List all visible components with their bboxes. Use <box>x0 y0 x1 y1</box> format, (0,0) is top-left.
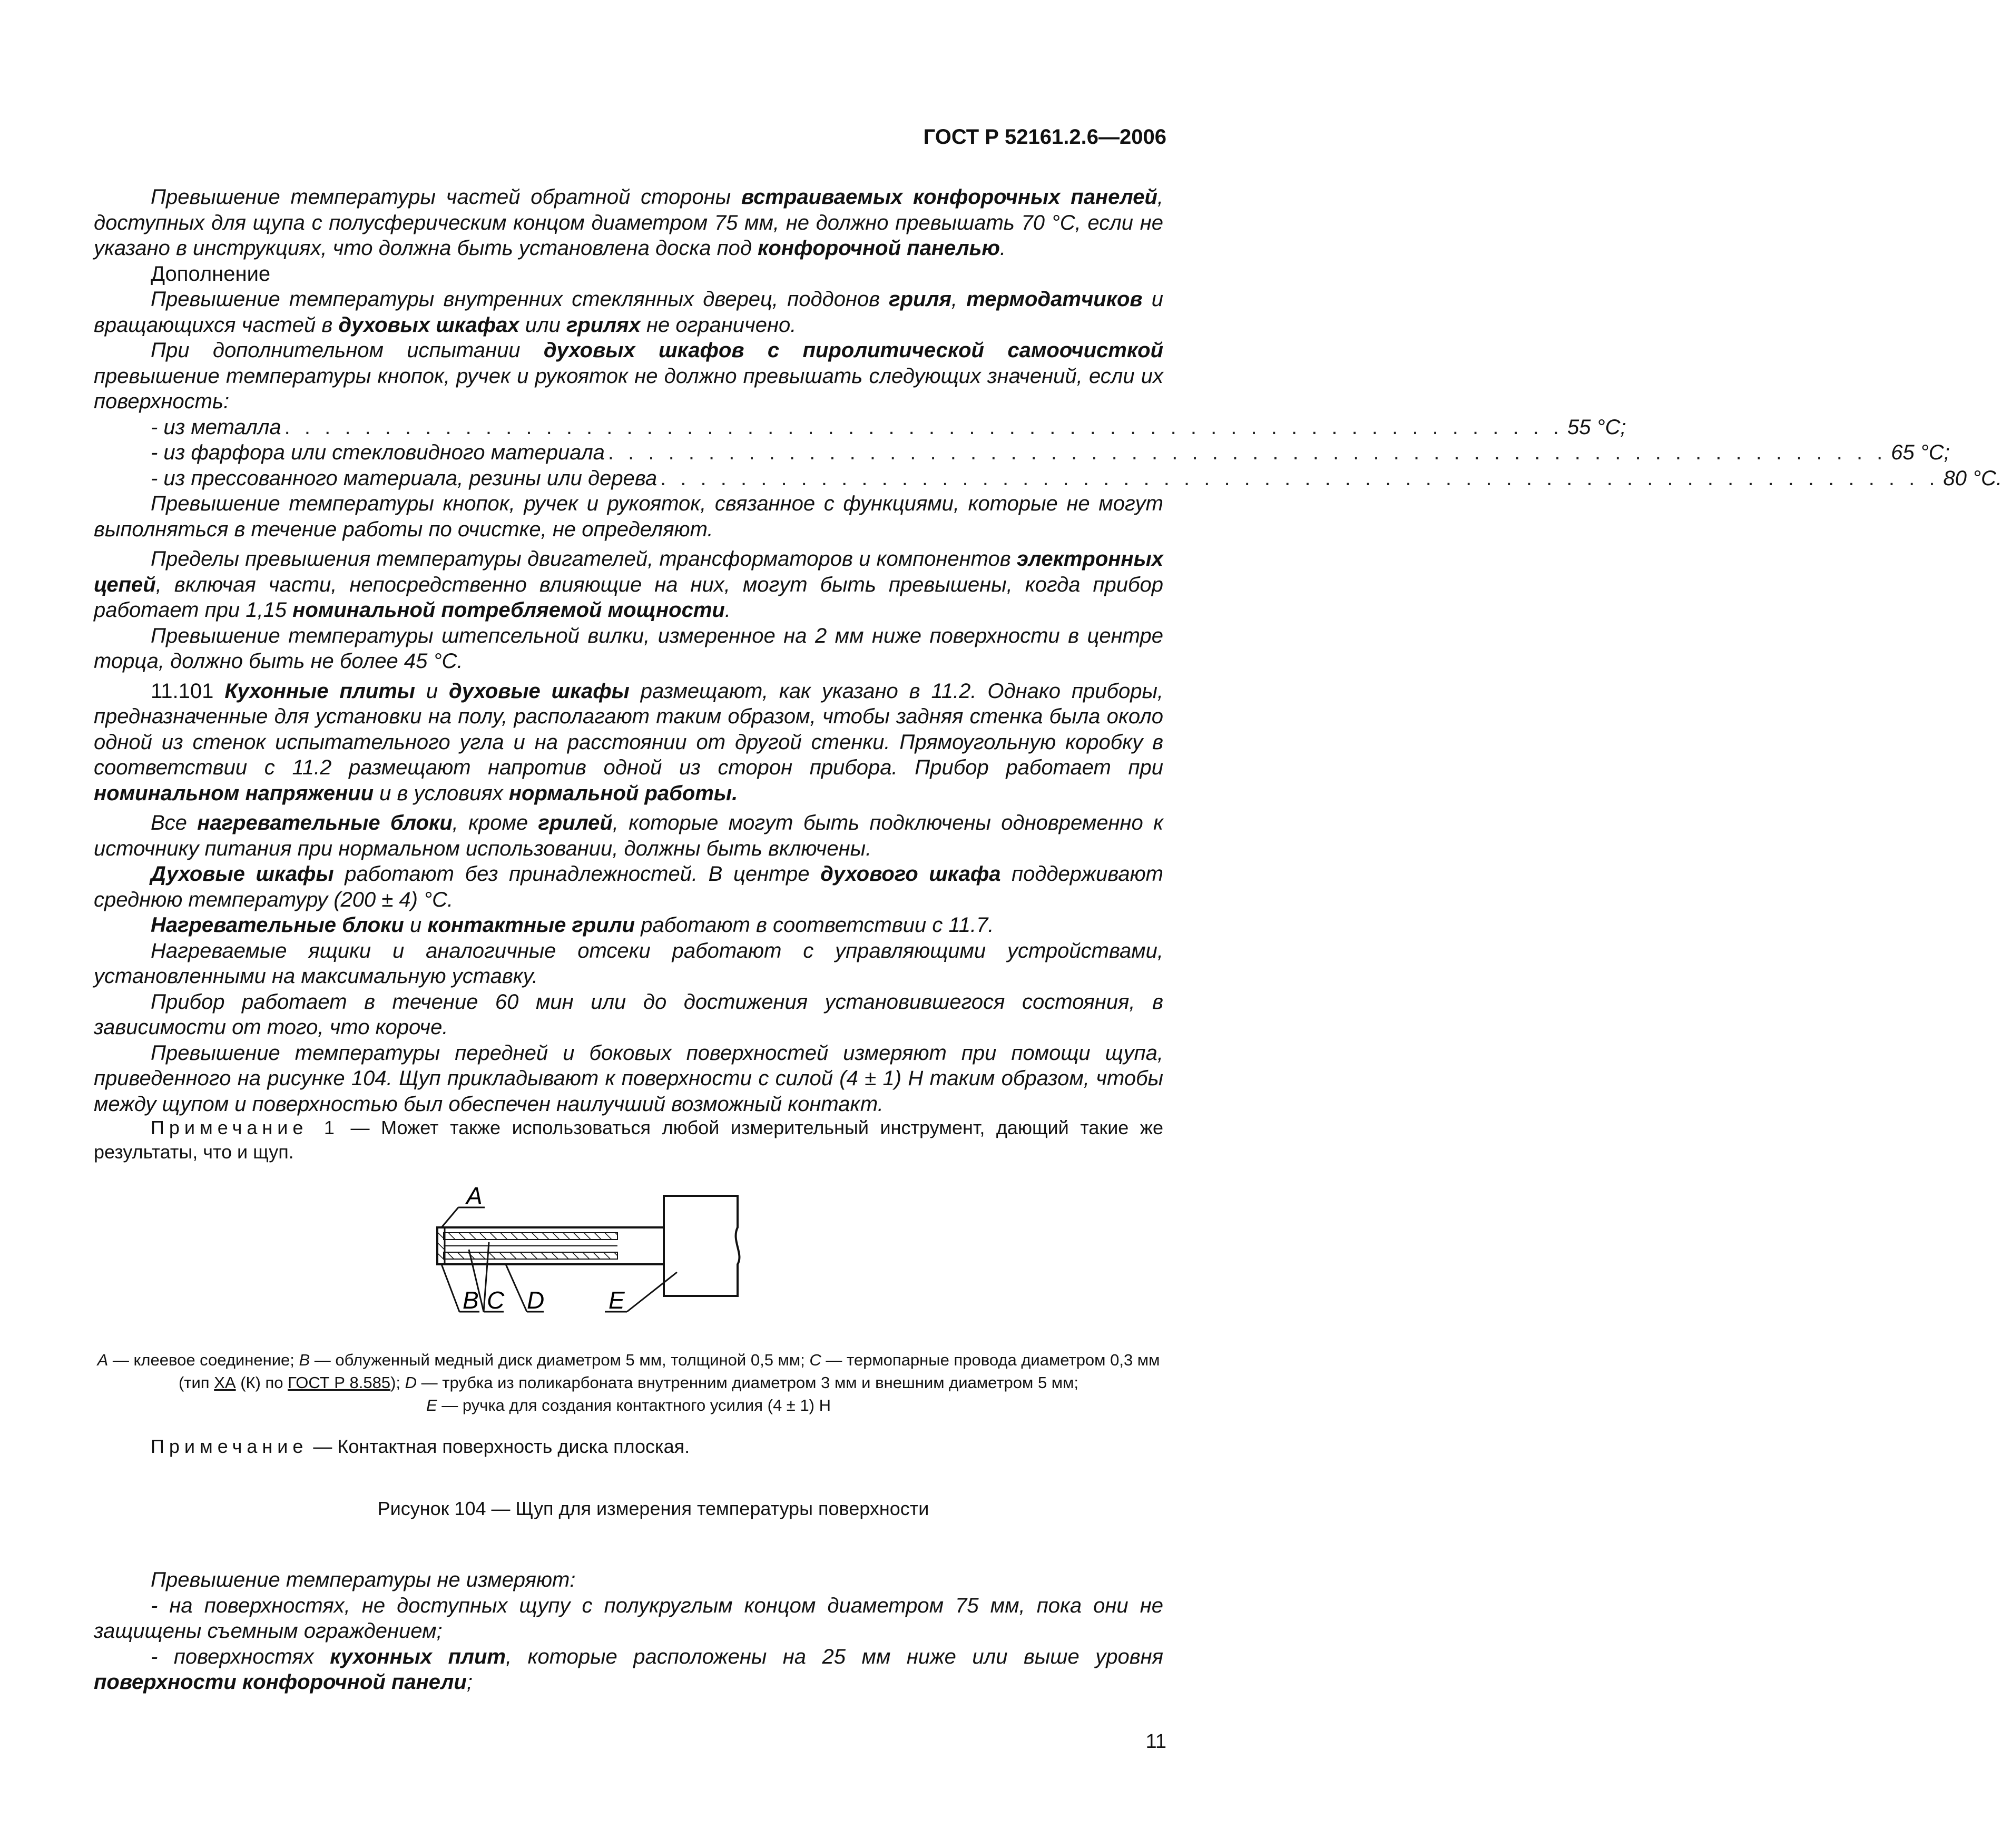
paragraph-contact-grills: Нагревательные блоки и контактные грили работают в соответствии с 11.7. <box>151 913 994 937</box>
paragraph-duration: Прибор работает в течение 60 мин или до достижения установившегося состояния, в зависимости от того, что короче. <box>94 990 1163 1039</box>
list-item-moulded: - из прессованного материала, резины или дерева . . . . . . . . . . . . . . . . . . . . . . . . . . . . . . . . . . . . . . . . . . . . . . . . . . . . . . . . . . . . . . . . 80 °С. <box>151 466 2002 490</box>
label-e: Е <box>609 1286 625 1314</box>
gost-link[interactable]: ГОСТ Р 8.585 <box>288 1373 391 1392</box>
paragraph-heating-units: Все нагревательные блоки, кроме грилей, которые могут быть подключены одновременно к источнику питания при нормальном использовании, должны быть включены. <box>94 811 1163 860</box>
paragraph-plug: Превышение температуры штепсельной вилки, измеренное на 2 мм ниже поверхности в центре торца, должно быть не более 45 °С. <box>94 624 1163 673</box>
addition-heading: Дополнение <box>151 262 271 286</box>
label-a: А <box>466 1182 483 1210</box>
paragraph-ovens: Духовые шкафы работают без принадлежностей. В центре духового шкафа поддерживают среднюю температуру (200 ± 4) °С. <box>94 862 1164 911</box>
label-c: С <box>487 1286 505 1314</box>
note-contact-surface: Примечание — Контактная поверхность диска плоская. <box>151 1436 690 1457</box>
clause-11-101: 11.101 Кухонные плиты и духовые шкафы размещают, как указано в 11.2. Однако приборы, предназначенные для установки на полу, располагают таким образом, чтобы задняя стенка была около одной из стенок испытательного угла и на расстоянии от другой стенки. Прямоугольную коробку в соответствии с 11.2 размещают напротив одной из сторон прибора. Прибор работает при номинальном напряжении и в условиях нормальной работы. <box>94 679 1163 805</box>
probe-handle <box>664 1196 739 1296</box>
paragraph-pyrolytic-ovens: При дополнительном испытании духовых шкафов с пиролитической самоочисткой превышение температуры кнопок, ручек и рукояток не должно превышать следующих значений, если их поверхность: <box>94 339 1164 413</box>
list-item-porcelain: - из фарфора или стекловидного материала . . . . . . . . . . . . . . . . . . . . . . . . . . . . . . . . . . . . . . . . . . . . . . . . . . . . . . . . . . . . . . . . 65 °С; <box>151 441 1950 464</box>
probe-disc <box>437 1227 445 1264</box>
main-text <box>94 184 2002 1117</box>
figure-legend: А — клеевое соединение; В — облуженный медный диск диаметром 5 мм, толщиной 0,5 мм; С — термопарные провода диаметром 0,3 мм (тип ХА (К) по ГОСТ Р 8.585); D — трубка из поликарбоната внутренним диаметром 3 мм и внешним диаметром 5 мм; Е — ручка для создания контактного усилия (4 ± 1) Н <box>97 1351 1160 1414</box>
label-b: В <box>463 1286 479 1314</box>
list-item-metal: - из металла . . . . . . . . . . . . . . . . . . . . . . . . . . . . . . . . . . . . . . . . . . . . . . . . . . . . . . . . . . . . . . . . 55 °С; <box>151 415 1626 439</box>
probe-figure <box>400 1182 853 1349</box>
paragraph-not-measured: Превышение температуры не измеряют: <box>151 1568 576 1591</box>
paragraph-rear-surfaces: Превышение температуры частей обратной стороны встраиваемых конфорочных панелей, доступных для щупа с полусферическим концом диаметром 75 мм, не должно превышать 70 °С, если не указано в инструкциях, что должна быть установлена доска под конфорочной панелью. <box>94 185 1164 260</box>
figure-title: Рисунок 104 — Щуп для измерения температуры поверхности <box>377 1498 929 1519</box>
closing-text <box>94 1567 1163 1695</box>
label-d: D <box>527 1286 545 1314</box>
list-item-cooking-ranges: - поверхностях кухонных плит, которые расположены на 25 мм ниже или выше уровня поверхности конфорочной панели; <box>94 1645 1163 1694</box>
list-item-inaccessible: - на поверхностях, не доступных щупу с полукруглым концом диаметром 75 мм, пока они не защищены съемным ограждением; <box>94 1594 1163 1643</box>
paragraph-probe: Превышение температуры передней и боковых поверхностей измеряют при помощи щупа, приведенного на рисунке 104. Щуп прикладывают к поверхности с силой (4 ± 1) Н таким образом, чтобы между щупом и поверхностью был обеспечен наилучший возможный контакт. <box>94 1041 1163 1116</box>
document-code: ГОСТ Р 52161.2.6—2006 <box>923 125 1166 149</box>
paragraph-motor-limits: Пределы превышения температуры двигателей, трансформаторов и компонентов электронных цепей, включая части, непосредственно влияющие на них, могут быть превышены, когда прибор работает при 1,15 номинальной потребляемой мощности. <box>94 547 1163 622</box>
paragraph-drawers: Нагреваемые ящики и аналогичные отсеки работают с управляющими устройствами, установленными на максимальную уставку. <box>94 939 1163 988</box>
paragraph-knobs-cleaning: Превышение температуры кнопок, ручек и рукояток, связанное с функциями, которые не могут выполняться в течение работы по очистке, не определяют. <box>94 492 1163 541</box>
paragraph-glass-doors: Превышение температуры внутренних стеклянных дверец, поддонов гриля, термодатчиков и вращающихся частей в духовых шкафах или грилях не ограничено. <box>94 288 1163 337</box>
note-1: Примечание 1 — Может также использоваться любой измерительный инструмент, дающий такие же результаты, что и щуп. <box>94 1117 1163 1163</box>
page-number: 11 <box>1145 1731 1166 1753</box>
